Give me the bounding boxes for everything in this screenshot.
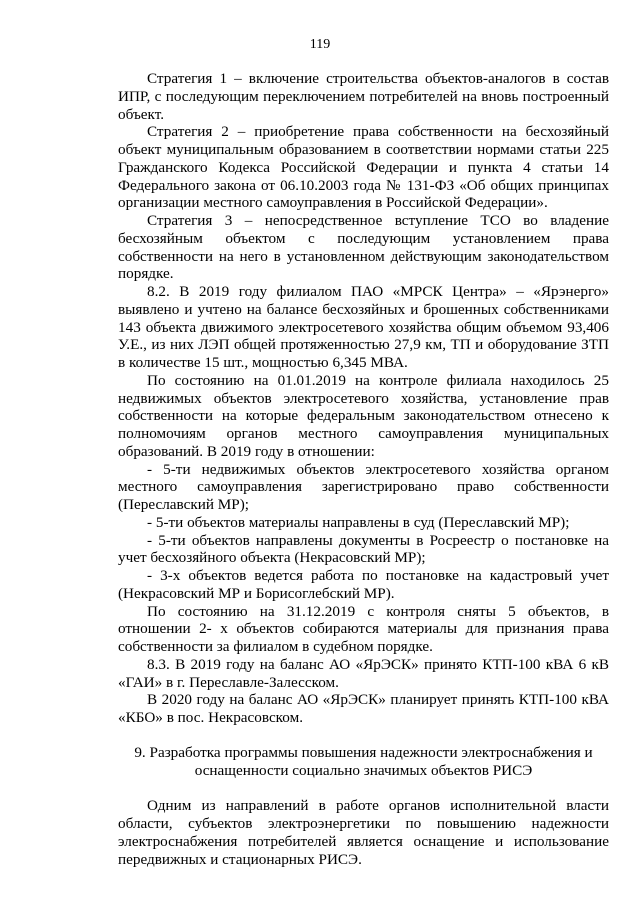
paragraph-status-end-2019: По состоянию на 31.12.2019 с контроля сняты 5 объектов, в отношении 2- х объектов собираются материалы для признания права собственности за филиалом в судебном порядке. — [118, 602, 609, 655]
list-item: - 5-ти объектов направлены документы в Росреестр о постановке на учет бесхозяйного объекта (Некрасовский МР); — [118, 531, 609, 567]
paragraph-section-9-intro: Одним из направлений в работе органов исполнительной власти области, субъектов электроэнергетики по повышению надежности электроснабжения потребителей является оснащение и использование передвижных и стационарных РИСЭ. — [118, 797, 609, 868]
paragraph-strategy-3: Стратегия 3 – непосредственное вступление ТСО во владение бесхозяйным объектом с последующим установлением права собственности на него в установленном действующим законодательством порядке. — [118, 212, 609, 283]
paragraph-status-2019: По состоянию на 01.01.2019 на контроле филиала находилось 25 недвижимых объектов электросетевого хозяйства, установление прав собственности на которые федеральным законодательством отнесено к полномочиям органов местного самоуправления муниципальных образований. В 2019 году в отношении: — [118, 371, 609, 460]
list-item: - 3-х объектов ведется работа по постановке на кадастровый учет (Некрасовский МР и Борисоглебский МР). — [118, 567, 609, 602]
paragraph-strategy-2: Стратегия 2 – приобретение права собственности на бесхозяйный объект муниципальным образованием в соответствии нормами статьи 225 Гражданского Кодекса Российской Федерации и пункта 4 статьи 14 Федерального закона от 06.10.2003 года № 131-ФЗ «Об общих принципах организации местного самоуправления в Российской Федерации». — [118, 123, 609, 212]
page-number: 119 — [309, 37, 331, 52]
paragraph-strategy-1: Стратегия 1 – включение строительства объектов-аналогов в состав ИПР, с последующим переключением потребителей на вновь построенный объект. — [118, 70, 609, 123]
section-heading — [118, 744, 609, 780]
document-body — [118, 70, 609, 868]
list-item: - 5-ти недвижимых объектов электросетевого хозяйства органом местного самоуправления зарегистрировано право собственности (Переславский МР); — [118, 460, 609, 513]
paragraph-8-3: 8.3. В 2019 году на баланс АО «ЯрЭСК» принято КТП-100 кВА 6 кВ «ГАИ» в г. Переславле-Залесском. — [118, 655, 609, 691]
section-heading-line-1: 9. Разработка программы повышения надежности электроснабжения и — [134, 743, 593, 761]
list-item: - 5-ти объектов материалы направлены в суд (Переславский МР); — [147, 513, 570, 531]
paragraph-8-2: 8.2. В 2019 году филиалом ПАО «МРСК Центра» – «Ярэнерго» выявлено и учтено на балансе бесхозяйных и брошенных собственниками 143 объекта движимого электросетевого хозяйства общим объемом 93,406 У.Е., из них ЛЭП общей протяженностью 27,9 км, ТП и оборудование ЗТП в количестве 15 шт., мощностью 6,345 МВА. — [118, 283, 609, 371]
section-heading-line-2: оснащенности социально значимых объектов РИСЭ — [194, 761, 533, 779]
paragraph-2020-plan: В 2020 году на баланс АО «ЯрЭСК» планирует принять КТП-100 кВА «КБО» в пос. Некрасовском. — [118, 691, 609, 726]
